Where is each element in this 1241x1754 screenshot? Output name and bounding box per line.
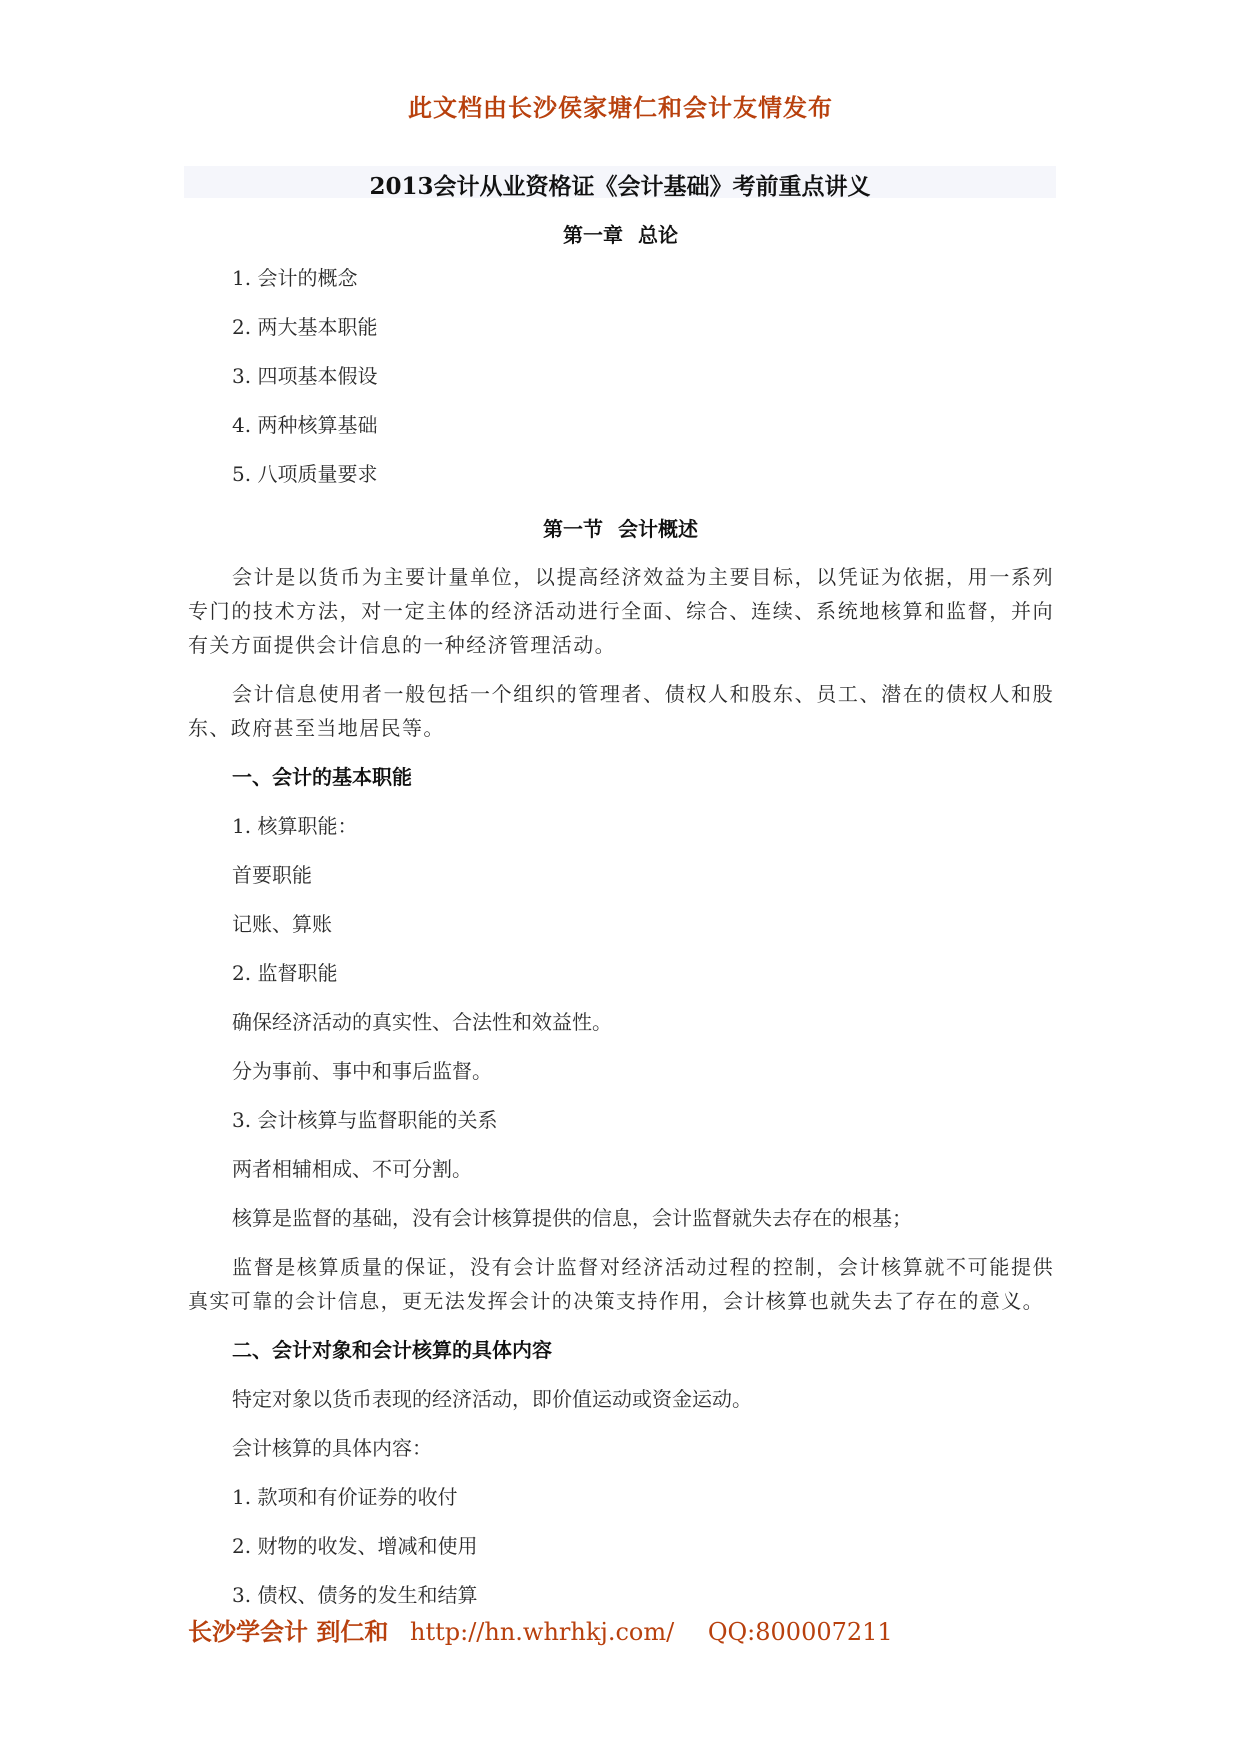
list-item: 分为事前、事中和事后监督。 bbox=[232, 1059, 492, 1083]
list-item: 1. 核算职能： bbox=[232, 814, 358, 838]
document-title: 2013会计从业资格证《会计基础》考前重点讲义 bbox=[369, 173, 871, 200]
header-notice: 此文档由长沙侯家塘仁和会计友情发布 bbox=[408, 93, 833, 122]
list-item: 两者相辅相成、不可分割。 bbox=[232, 1157, 472, 1181]
list-item: 记账、算账 bbox=[232, 912, 332, 936]
list-item: 会计核算的具体内容： bbox=[232, 1436, 432, 1460]
paragraph-accounting-definition: 会计是以货币为主要计量单位，以提高经济效益为主要目标，以凭证为依据，用一系列专门的技术方法，对一定主体的经济活动进行全面、综合、连续、系统地核算和监督，并向有关方面提供会计信息的一种经济管理活动。 bbox=[188, 565, 1054, 657]
paragraph-information-users: 会计信息使用者一般包括一个组织的管理者、债权人和股东、员工、潜在的债权人和股东、政府甚至当地居民等。 bbox=[188, 682, 1054, 740]
outline-item: 5. 八项质量要求 bbox=[232, 462, 378, 486]
list-item: 核算是监督的基础，没有会计核算提供的信息，会计监督就失去存在的根基； bbox=[232, 1206, 912, 1230]
footer-slogan: 长沙学会计 到仁和 bbox=[188, 1617, 389, 1646]
list-item: 3. 债权、债务的发生和结算 bbox=[232, 1583, 478, 1607]
subheading-accounting-objects: 二、会计对象和会计核算的具体内容 bbox=[232, 1338, 552, 1362]
section-body bbox=[188, 560, 1054, 1627]
list-item: 特定对象以货币表现的经济活动，即价值运动或资金运动。 bbox=[232, 1387, 752, 1411]
subheading-basic-functions: 一、会计的基本职能 bbox=[232, 765, 412, 789]
outline-item: 1. 会计的概念 bbox=[232, 266, 358, 290]
list-item: 1. 款项和有价证券的收付 bbox=[232, 1485, 458, 1509]
section-title: 第一节 会计概述 bbox=[543, 517, 698, 541]
outline-item: 4. 两种核算基础 bbox=[232, 413, 378, 437]
footer-url-link[interactable]: http://hn.whrhkj.com/ bbox=[410, 1618, 675, 1646]
footer-qq: QQ:800007211 bbox=[707, 1618, 893, 1646]
list-item: 2. 财物的收发、增减和使用 bbox=[232, 1534, 478, 1558]
outline-item: 3. 四项基本假设 bbox=[232, 364, 378, 388]
footer-contact bbox=[188, 1612, 919, 1647]
list-item: 确保经济活动的真实性、合法性和效益性。 bbox=[232, 1010, 612, 1034]
list-item: 2. 监督职能 bbox=[232, 961, 338, 985]
outline-item: 2. 两大基本职能 bbox=[232, 315, 378, 339]
paragraph-supervision: 监督是核算质量的保证，没有会计监督对经济活动过程的控制，会计核算就不可能提供真实可靠的会计信息，更无法发挥会计的决策支持作用，会计核算也就失去了存在的意义。 bbox=[188, 1255, 1054, 1313]
chapter-outline bbox=[232, 264, 377, 509]
list-item: 首要职能 bbox=[232, 863, 312, 887]
chapter-title: 第一章 总论 bbox=[563, 223, 678, 247]
list-item: 3. 会计核算与监督职能的关系 bbox=[232, 1108, 498, 1132]
